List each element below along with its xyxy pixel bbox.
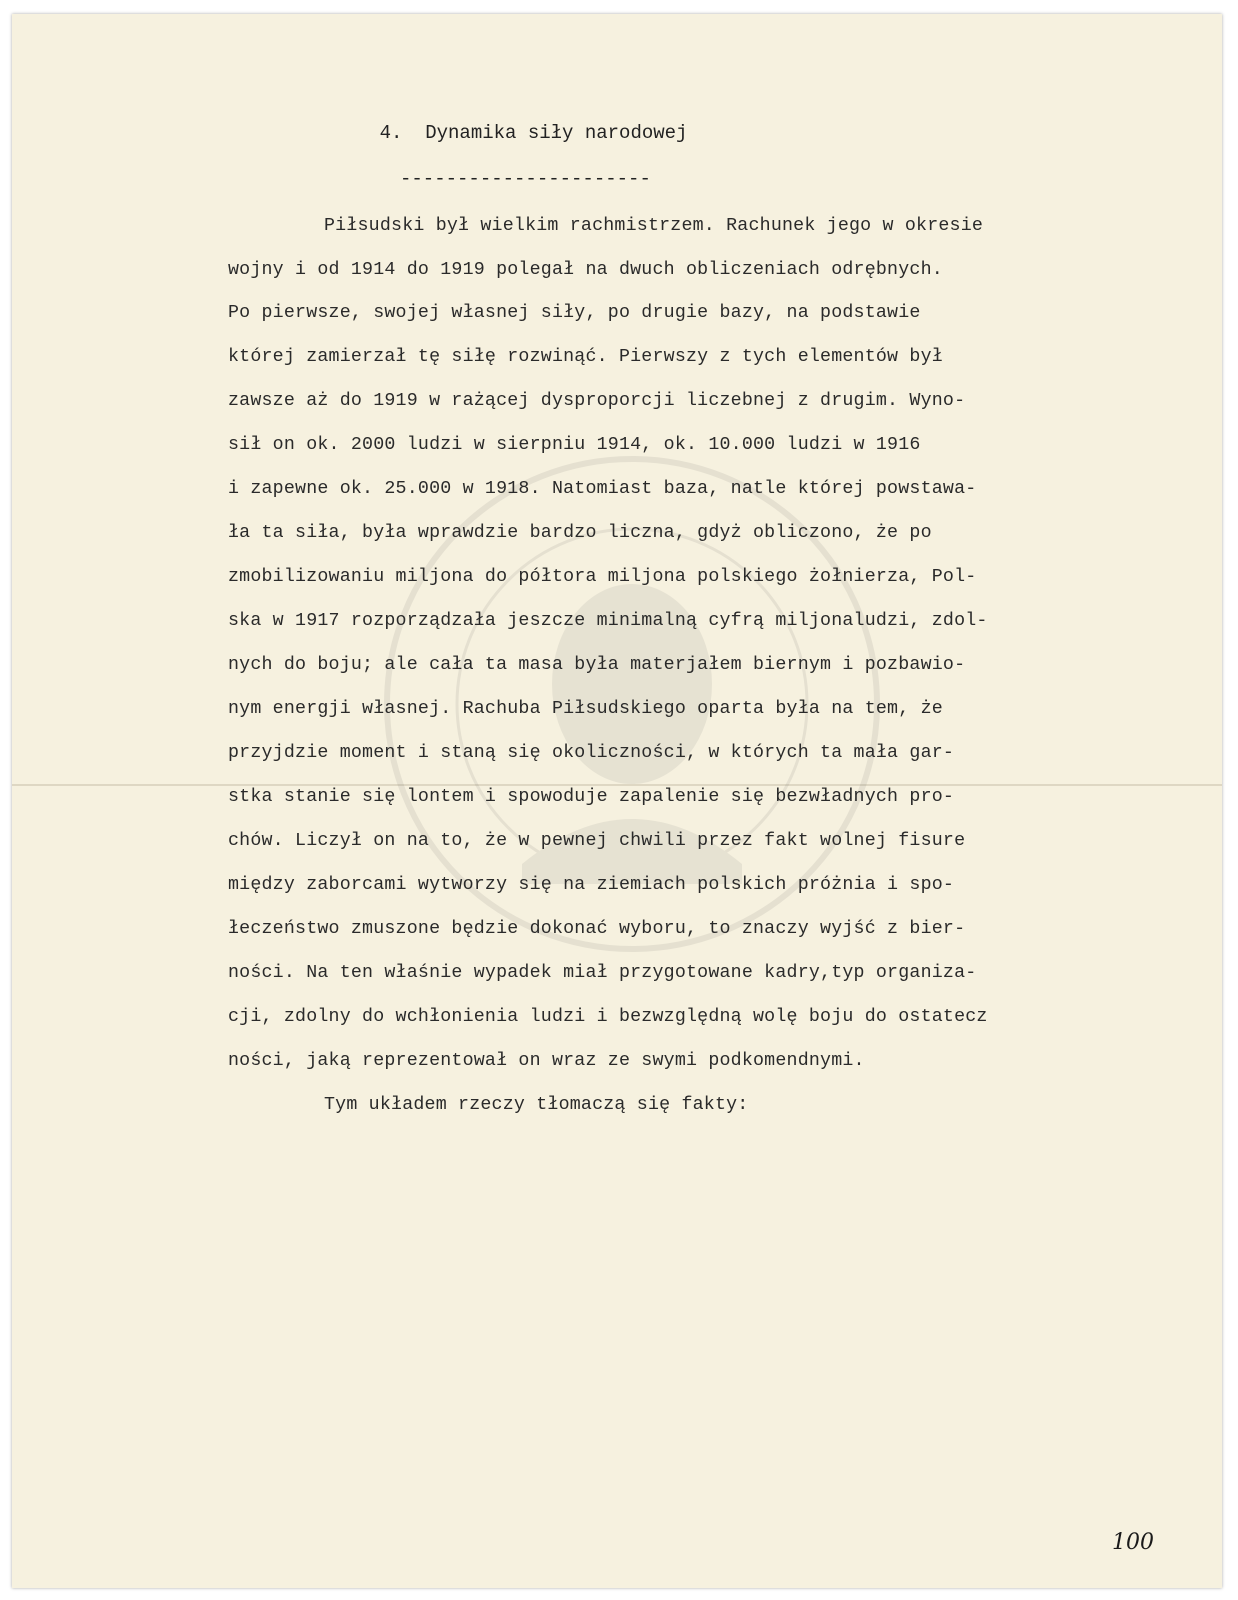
text-line: łeczeństwo zmuszone będzie dokonać wyboru, to znaczy wyjść z bier- <box>228 919 966 939</box>
text-line: zawsze aż do 1919 w rażącej dysproporcji liczebnej z drugim. Wyno- <box>228 391 966 411</box>
text-line: wojny i od 1914 do 1919 polegał na dwuch obliczeniach odrębnych. <box>228 260 943 280</box>
text-line: nych do boju; ale cała ta masa była materjałem biernym i pozbawio- <box>228 655 966 675</box>
text-line: zmobilizowaniu miljona do półtora miljona polskiego żołnierza, Pol- <box>228 567 977 587</box>
text-line: stka stanie się lontem i spowoduje zapalenie się bezwładnych pro- <box>228 787 955 807</box>
text-line: ności, jaką reprezentował on wraz ze swymi podkomendnymi. <box>228 1051 865 1071</box>
text-line: i zapewne ok. 25.000 w 1918. Natomiast baza, natle której powstawa- <box>228 479 977 499</box>
text-line: przyjdzie moment i staną się okoliczności, w których ta mała gar- <box>228 743 955 763</box>
page-number: 100 <box>1112 1530 1154 1555</box>
text-line: której zamierzał tę siłę rozwinąć. Pierwszy z tych elementów był <box>228 347 943 367</box>
body-text <box>12 14 1222 1588</box>
heading-title: 4. Dynamika siły narodowej <box>379 122 688 144</box>
text-line: ska w 1917 rozporządzała jeszcze minimalną cyfrą miljonaludzi, zdol- <box>228 611 988 631</box>
text-line: Po pierwsze, swojej własnej siły, po drugie bazy, na podstawie <box>228 303 921 323</box>
text-line: cji, zdolny do wchłonienia ludzi i bezwzględną wolę boju do ostatecz <box>228 1007 988 1027</box>
text-line: ła ta siła, była wprawdzie bardzo liczna, gdyż obliczono, że po <box>228 523 932 543</box>
text-line: między zaborcami wytworzy się na ziemiach polskich próżnia i spo- <box>228 875 955 895</box>
text-line: chów. Liczył on na to, że w pewnej chwili przez fakt wolnej fisure <box>228 831 966 851</box>
text-line: nym energji własnej. Rachuba Piłsudskiego oparta była na tem, że <box>228 699 943 719</box>
text-line: Tym układem rzeczy tłomaczą się fakty: <box>324 1095 749 1115</box>
text-line: Piłsudski był wielkim rachmistrzem. Rachunek jego w okresie <box>324 216 984 236</box>
text-line: ności. Na ten właśnie wypadek miał przygotowane kadry,typ organiza- <box>228 963 977 983</box>
text-line: sił on ok. 2000 ludzi w sierpniu 1914, ok. 10.000 ludzi w 1916 <box>228 435 921 455</box>
heading-underline: ---------------------- <box>400 168 651 190</box>
paper-sheet <box>12 14 1222 1588</box>
